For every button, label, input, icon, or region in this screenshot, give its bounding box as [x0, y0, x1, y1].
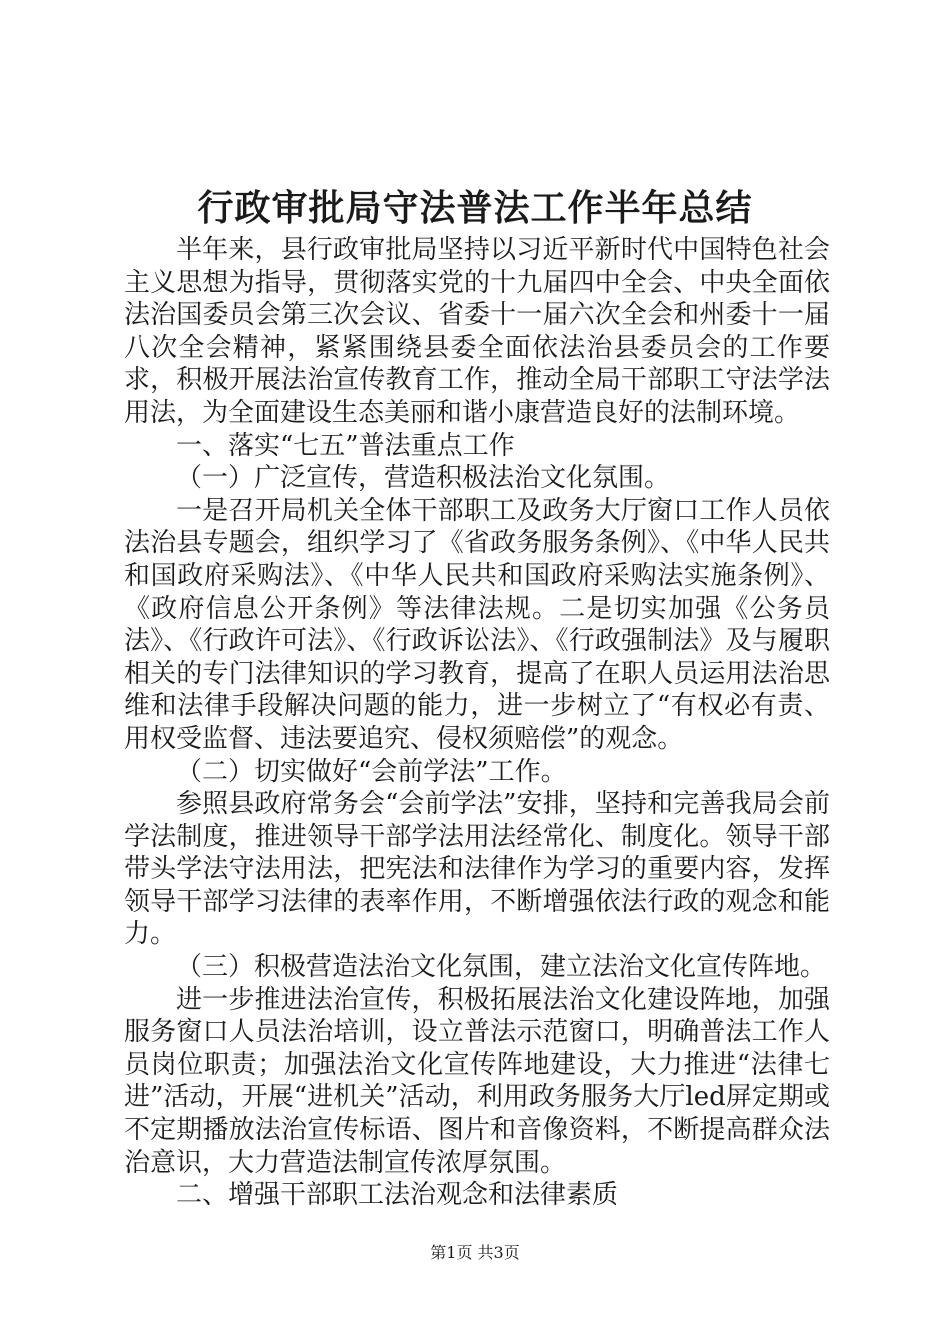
- document-title: 行政审批局守法普法工作半年总结: [197, 188, 753, 229]
- subsection-heading-2: （二）切实做好“会前学法”工作。: [176, 756, 567, 787]
- subsection-heading-3: （三）积极营造法治文化氛围，建立法治文化宣传阵地。: [176, 952, 827, 983]
- paragraph-1-3: 进一步推进法治宣传，积极拓展法治文化建设阵地，加强服务窗口人员法治培训，设立普法示范窗口，明确普法工作人员岗位职责；加强法治文化宣传阵地建设，大力推进“法律七进”活动，开展“进机关”活动，利用政务服务大厅led屏定期或不定期播放法治宣传标语、图片和音像资料，不断提高群众法治意识，大力营造法制宣传浓厚氛围。: [124, 984, 830, 1178]
- page-footer: 第1页 共3页: [430, 1243, 520, 1262]
- document-body: [124, 234, 830, 1212]
- section-heading-2: 二、增强干部职工法治观念和法律素质: [176, 1180, 619, 1211]
- subsection-heading-1: （一）广泛宣传，营造积极法治文化氛围。: [176, 463, 671, 494]
- paragraph-1-1: 一是召开局机关全体干部职工及政务大厅窗口工作人员依法治县专题会，组织学习了《省政务服务条例》、《中华人民共和国政府采购法》、《中华人民共和国政府采购法实施条例》、《政府信息公开条例》等法律法规。二是切实加强《公务员法》、《行政许可法》、《行政诉讼法》、《行政强制法》及与履职相关的专门法律知识的学习教育，提高了在职人员运用法治思维和法律手段解决问题的能力，进一步树立了“有权必有责、用权受监督、违法要追究、侵权须赔偿”的观念。: [124, 495, 830, 754]
- paragraph-1-2: 参照县政府常务会“会前学法”安排，坚持和完善我局会前学法制度，推进领导干部学法用法经常化、制度化。领导干部带头学法守法用法，把宪法和法律作为学习的重要内容，发挥领导干部学习法律的表率作用，不断增强依法行政的观念和能力。: [124, 789, 830, 950]
- section-heading-1: 一、落实“七五”普法重点工作: [176, 430, 515, 461]
- paragraph-intro: 半年来，县行政审批局坚持以习近平新时代中国特色社会主义思想为指导，贯彻落实党的十九届四中全会、中央全面依法治国委员会第三次会议、省委十一届六次全会和州委十一届八次全会精神，紧紧围绕县委全面依法治县委员会的工作要求，积极开展法治宣传教育工作，推动全局干部职工守法学法用法，为全面建设生态美丽和谐小康营造良好的法制环境。: [124, 235, 830, 428]
